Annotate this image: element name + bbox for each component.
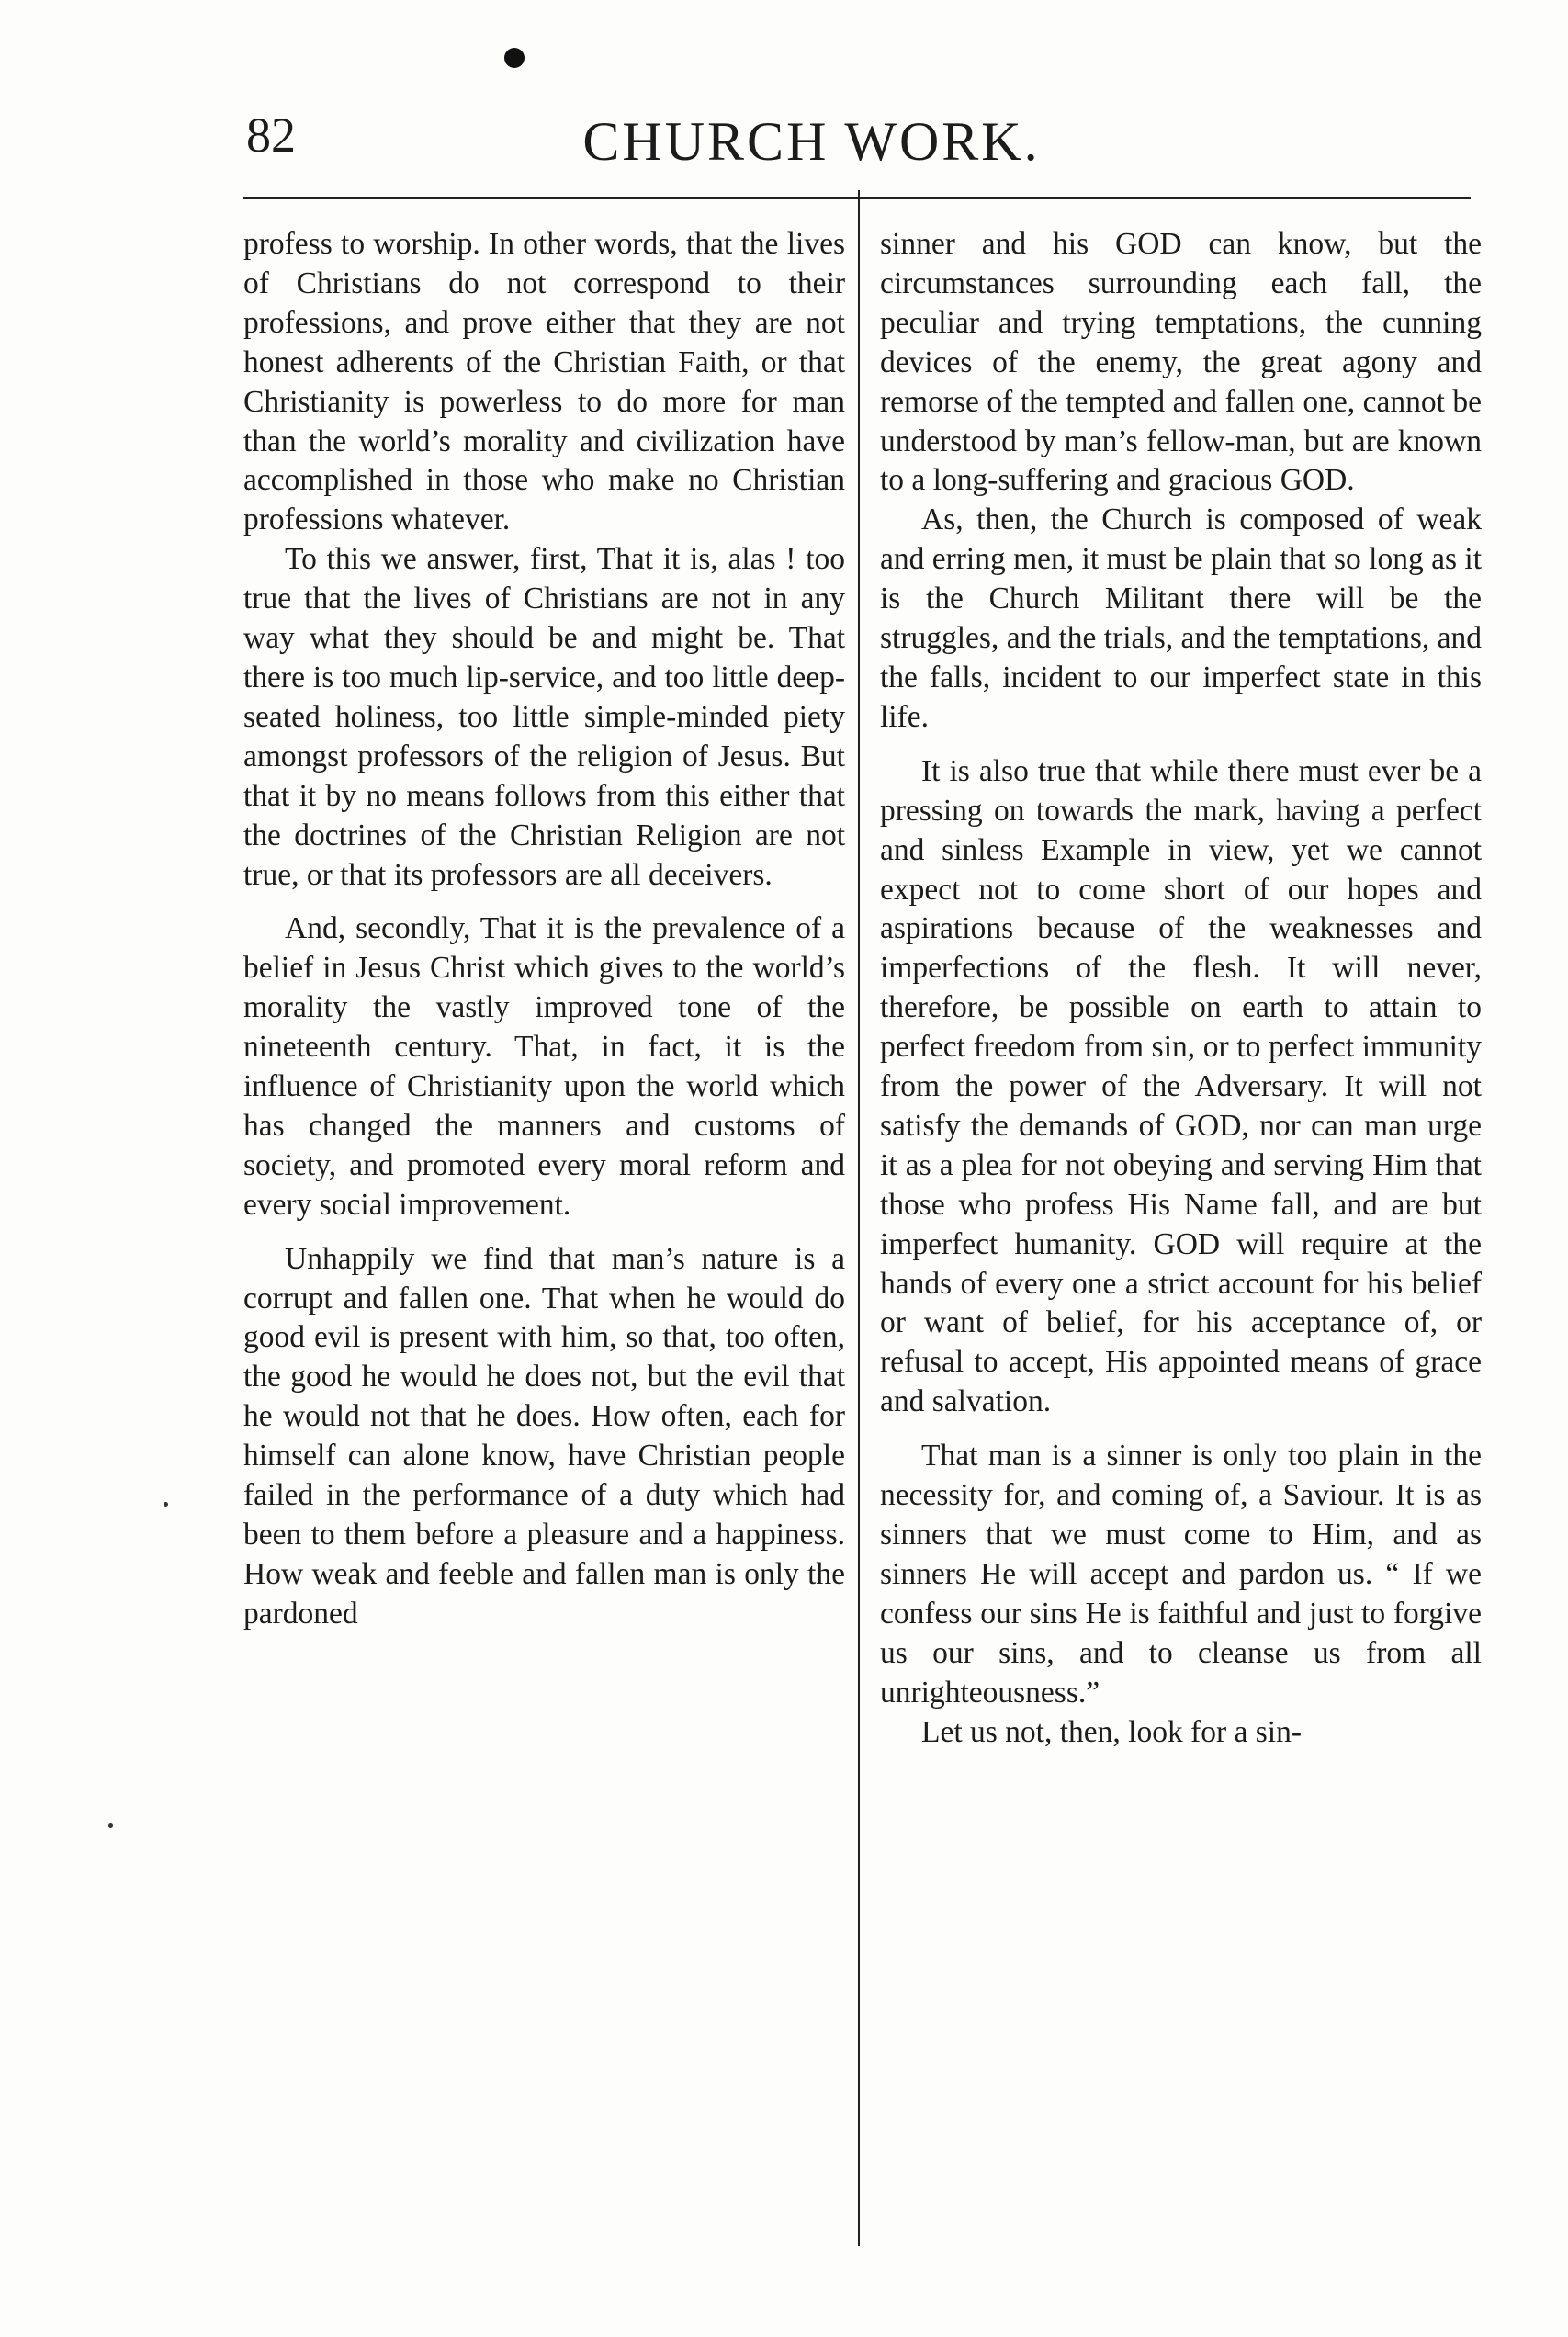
paragraph: Let us not, then, look for a sin- — [921, 1714, 1303, 1749]
paragraph: sinner and his GOD can know, but the circumstances surrounding each fall, the peculiar and trying temptations, the cunning devices of the enemy, the great agony and remorse of the tempted and fallen one, cannot be understood by man’s fellow-man, but are known to a long-suffering and gracious GOD. — [880, 227, 1482, 498]
ink-blot — [504, 48, 525, 68]
header-rule — [243, 197, 1471, 199]
paragraph: And, secondly, That it is the prevalence of a belief in Jesus Christ which gives to the world’s morality the vastly improved tone of the nineteenth century. That, in fact, it is the influence of Christianity upon the world which has changed the manners and customs of society, and promoted every moral reform and every social improvement. — [243, 911, 845, 1222]
paragraph: As, then, the Church is composed of weak and erring men, it must be plain that so long as it is the Church Militant there will be the struggles, and the trials, and the temptations, and the falls, incident to our imperfect state in this life. — [880, 502, 1483, 734]
paragraph: profess to worship. In other words, that the lives of Christians do not correspond to their professions, and prove either that they are not honest adherents of the Christian Faith, or that Christianity is powerless to do more for man than the world’s morality and civilization have accomplished in those who make no Christian professions whatever. — [243, 227, 845, 537]
page-number: 82 — [246, 107, 296, 163]
ink-speck — [164, 1502, 168, 1507]
right-column — [880, 225, 1482, 1752]
paragraph: To this we answer, first, That it is, alas ! too true that the lives of Christians are not in any way what they should be and might be. That there is too much lip-service, and too little deep-seated holiness, too little simple-minded piety amongst professors of the religion of Jesus. But that it by no means follows from this either that the doctrines of the Christian Religion are not true, or that its professors are all deceivers. — [243, 542, 845, 892]
ink-speck — [108, 1823, 113, 1828]
left-column — [243, 225, 845, 1634]
column-divider — [858, 190, 860, 2246]
paragraph: Unhappily we find that man’s nature is a corrupt and fallen one. That when he would do good evil is present with him, so that, too often, the good he would he does not, but the evil that he would not that he does. How often, each for himself can alone know, have Christian people failed in the performance of a duty which had been to them before a pleasure and a happiness. How weak and feeble and fallen man is only the pardoned — [243, 1241, 845, 1631]
running-title: CHURCH WORK. — [582, 111, 1041, 172]
paragraph: It is also true that while there must ever be a pressing on towards the mark, having a perfect and sinless Example in view, yet we cannot expect not to come short of our hopes and aspirations because of the weaknesses and imperfections of the flesh. It will never, therefore, be possible on earth to attain to perfect freedom from sin, or to perfect immunity from the power of the Adversary. It will not satisfy the demands of GOD, nor can man urge it as a plea for not obeying and serving Him that those who profess His Name fall, and are but imperfect humanity. GOD will require at the hands of every one a strict account for his belief or want of belief, for his acceptance of, or refusal to accept, His appointed means of grace and salvation. — [880, 753, 1482, 1419]
paragraph: That man is a sinner is only too plain in the necessity for, and coming of, a Saviour. It is as sinners that we must come to Him, and as sinners He will accept and pardon us. “ If we confess our sins He is faithful and just to forgive us our sins, and to cleanse us from all unrighteousness.” — [880, 1439, 1482, 1710]
